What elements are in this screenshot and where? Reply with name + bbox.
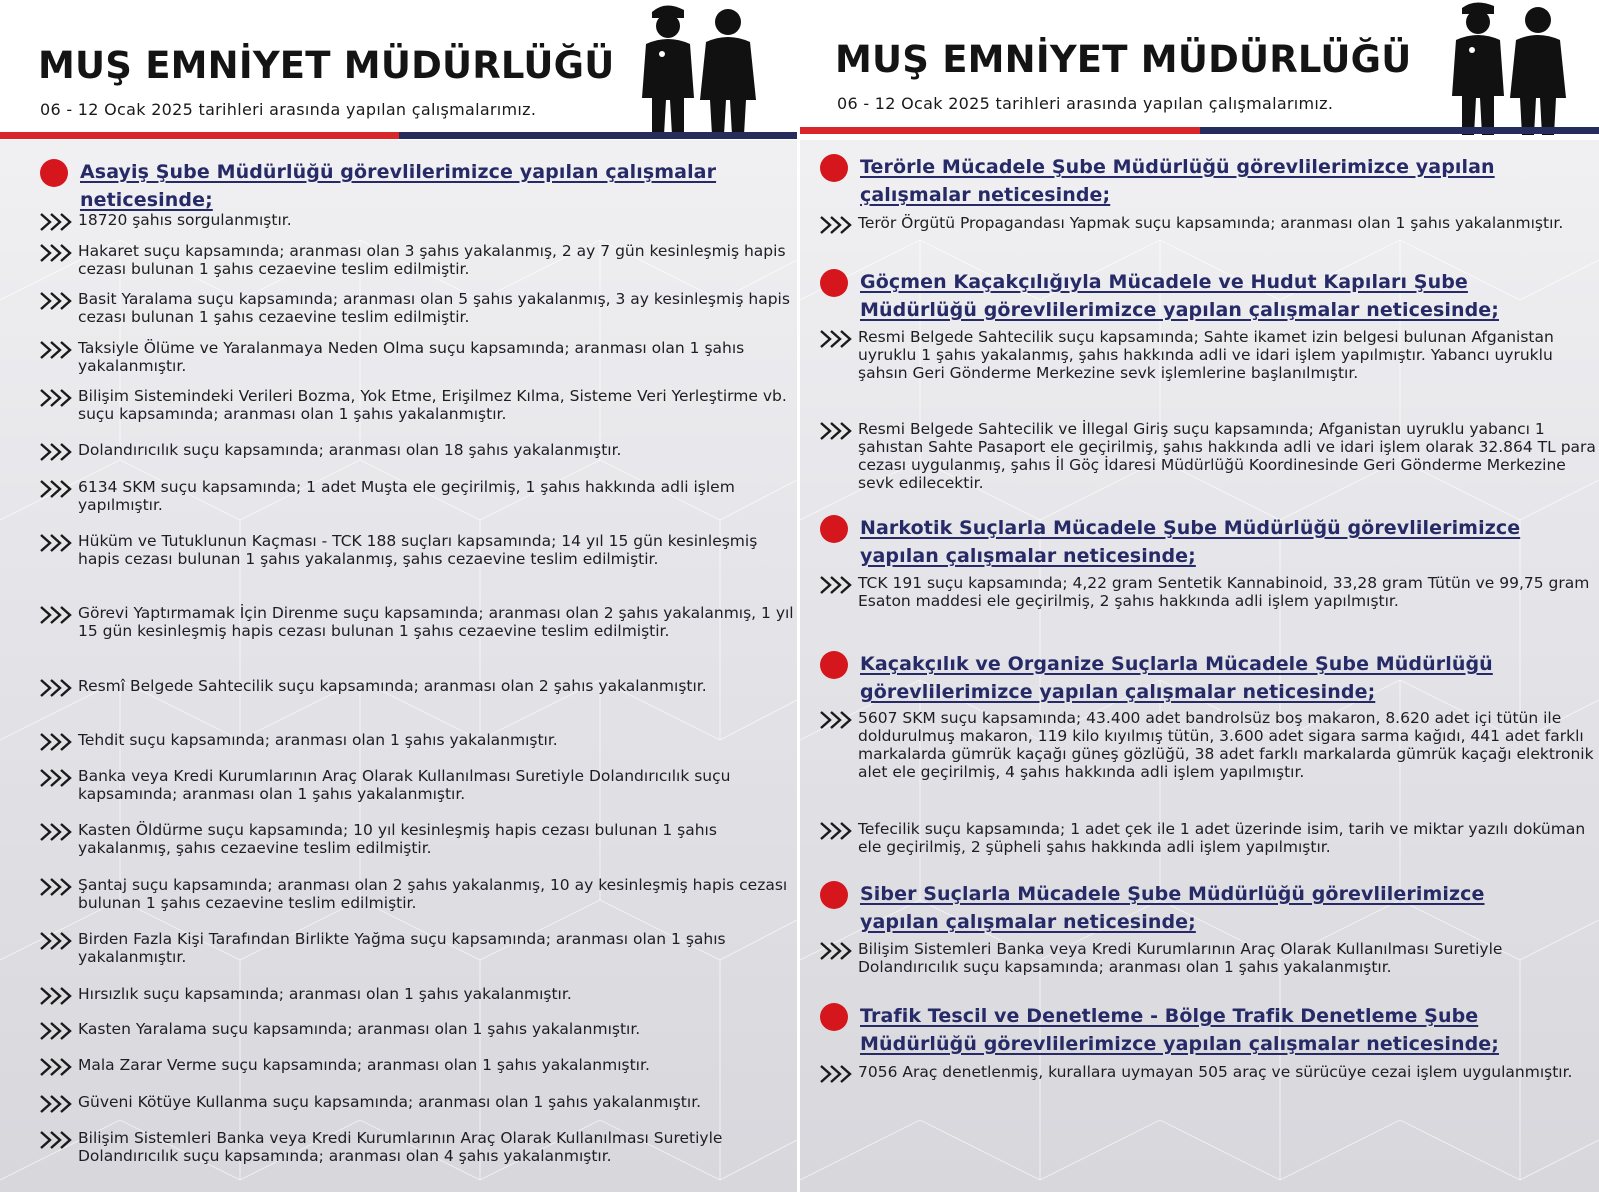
trafik-section	[820, 1002, 1560, 1058]
double-chevron-arrow-icon	[38, 478, 72, 500]
header-stripe-navy	[1200, 127, 1599, 134]
double-chevron-arrow-icon	[38, 339, 72, 361]
double-chevron-arrow-icon	[818, 420, 852, 442]
red-dot-bullet-icon	[820, 154, 848, 182]
header-stripe-red	[0, 132, 399, 139]
item-text: Kasten Öldürme suçu kapsamında; 10 yıl kesinleşmiş hapis cezası bulunan 1 şahıs yakalanmış, şahıs cezaevine teslim edilmiştir.	[78, 821, 717, 857]
list-item	[38, 821, 797, 857]
double-chevron-arrow-icon	[38, 211, 72, 233]
page-subtitle: 06 - 12 Ocak 2025 tarihleri arasında yapılan çalışmalarımız.	[837, 94, 1334, 113]
section-title: Trafik Tescil ve Denetleme - Bölge Trafik Denetleme Şube Müdürlüğü görevlilerimizce yapılan çalışmalar neticesinde;	[860, 1005, 1499, 1055]
red-dot-bullet-icon	[820, 1003, 848, 1031]
list-item	[38, 876, 797, 912]
double-chevron-arrow-icon	[38, 731, 72, 753]
page-title: MUŞ EMNİYET MÜDÜRLÜĞÜ	[835, 38, 1412, 81]
siber-section	[820, 880, 1570, 936]
double-chevron-arrow-icon	[38, 876, 72, 898]
section-title: Terörle Mücadele Şube Müdürlüğü görevlilerimizce yapılan çalışmalar neticesinde;	[860, 156, 1495, 206]
header	[800, 0, 1599, 140]
double-chevron-arrow-icon	[818, 709, 852, 731]
list-item	[38, 930, 797, 966]
list-item	[818, 709, 1598, 781]
double-chevron-arrow-icon	[818, 1063, 852, 1085]
list-item	[38, 478, 797, 514]
list-item	[818, 420, 1598, 492]
double-chevron-arrow-icon	[38, 1056, 72, 1078]
double-chevron-arrow-icon	[38, 532, 72, 554]
double-chevron-arrow-icon	[38, 767, 72, 789]
item-text: Resmi Belgede Sahtecilik suçu kapsamında; Sahte ikamet izin belgesi bulunan Afganistan uyruklu 1 şahıs yakalanmış, şahıs hakkında adli ve idari işlem yapılmıştır. Yabancı uyruklu şahsın Geri Gönderme Merkezine sevk işlemlerine başlanılmıştır.	[858, 328, 1554, 382]
section-heading	[820, 650, 1560, 706]
item-text: Şantaj suçu kapsamında; aranması olan 2 şahıs yakalanmış, 10 ay kesinleşmiş hapis cezası bulunan 1 şahıs cezaevine teslim edilmiştir.	[78, 876, 788, 912]
double-chevron-arrow-icon	[818, 820, 852, 842]
red-dot-bullet-icon	[820, 881, 848, 909]
double-chevron-arrow-icon	[818, 328, 852, 350]
double-chevron-arrow-icon	[38, 821, 72, 843]
double-chevron-arrow-icon	[38, 290, 72, 312]
red-dot-bullet-icon	[820, 515, 848, 543]
section-title: Asayiş Şube Müdürlüğü görevlilerimizce yapılan çalışmalar neticesinde;	[80, 161, 717, 211]
section-heading	[820, 1002, 1560, 1058]
list-item	[38, 731, 797, 749]
list-item	[38, 985, 797, 1003]
list-item	[38, 1093, 797, 1111]
asayis-section	[40, 158, 780, 214]
item-text: Birden Fazla Kişi Tarafından Birlikte Yağma suçu kapsamında; aranması olan 1 şahıs yakalanmıştır.	[78, 930, 726, 966]
section-heading	[820, 880, 1570, 936]
header	[0, 0, 797, 140]
item-text: Bilişim Sistemleri Banka veya Kredi Kurumlarının Araç Olarak Kullanılması Suretiyle Dolandırıcılık suçu kapsamında; aranması olan 4 şahıs yakalanmıştır.	[78, 1129, 723, 1165]
list-item	[818, 1063, 1598, 1081]
list-item	[38, 767, 797, 803]
double-chevron-arrow-icon	[38, 242, 72, 264]
list-item	[38, 387, 797, 423]
section-heading	[820, 153, 1560, 209]
list-item	[38, 1129, 797, 1165]
section-heading	[820, 514, 1560, 570]
double-chevron-arrow-icon	[38, 930, 72, 952]
list-item	[818, 214, 1598, 232]
list-item	[38, 1020, 797, 1038]
item-text: Banka veya Kredi Kurumlarının Araç Olarak Kullanılması Suretiyle Dolandırıcılık suçu kapsamında; aranması olan 1 şahıs yakalanmıştır.	[78, 767, 731, 803]
list-item	[38, 211, 797, 229]
list-item	[818, 940, 1598, 976]
item-text: Hakaret suçu kapsamında; aranması olan 3 şahıs yakalanmış, 2 ay 7 gün kesinleşmiş hapis cezası bulunan 1 şahıs cezaevine teslim edilmiştir.	[78, 242, 786, 278]
double-chevron-arrow-icon	[818, 940, 852, 962]
list-item	[818, 820, 1598, 856]
item-text: Tehdit suçu kapsamında; aranması olan 1 şahıs yakalanmıştır.	[78, 731, 558, 749]
double-chevron-arrow-icon	[38, 441, 72, 463]
list-item	[38, 441, 797, 459]
double-chevron-arrow-icon	[818, 214, 852, 236]
section-title: Kaçakçılık ve Organize Suçlarla Mücadele Şube Müdürlüğü görevlilerimizce yapılan çalışmalar neticesinde;	[860, 653, 1493, 703]
item-text: 7056 Araç denetlenmiş, kurallara uymayan 505 araç ve sürücüye cezai işlem uygulanmıştır.	[858, 1063, 1573, 1081]
section-title: Narkotik Suçlarla Mücadele Şube Müdürlüğü görevlilerimizce yapılan çalışmalar neticesinde;	[860, 517, 1521, 567]
item-text: Tefecilik suçu kapsamında; 1 adet çek ile 1 adet üzerinde isim, tarih ve miktar yazılı doküman ele geçirilmiş, 2 şüpheli şahıs hakkında adli işlem yapılmıştır.	[858, 820, 1586, 856]
item-text: Basit Yaralama suçu kapsamında; aranması olan 5 şahıs yakalanmış, 3 ay kesinleşmiş hapis cezası bulunan 1 şahıs cezaevine teslim edilmiştir.	[78, 290, 790, 326]
double-chevron-arrow-icon	[38, 1020, 72, 1042]
left-panel	[0, 0, 797, 1192]
item-text: Terör Örgütü Propagandası Yapmak suçu kapsamında; aranması olan 1 şahıs yakalanmıştır.	[858, 214, 1564, 232]
list-item	[38, 532, 797, 568]
item-text: Bilişim Sistemleri Banka veya Kredi Kurumlarının Araç Olarak Kullanılması Suretiyle Dolandırıcılık suçu kapsamında; aranması olan 1 şahıs yakalanmıştır.	[858, 940, 1503, 976]
double-chevron-arrow-icon	[38, 985, 72, 1007]
list-item	[38, 339, 797, 375]
page-subtitle: 06 - 12 Ocak 2025 tarihleri arasında yapılan çalışmalarımız.	[40, 100, 537, 119]
item-text: 5607 SKM suçu kapsamında; 43.400 adet bandrolsüz boş makaron, 8.620 adet içi tütün ile doldurulmuş makaron, 119 kilo kıyılmış tütün, 3.600 adet sigara sarma kağıdı, 441 adet farklı markalarda gümrük kaçağı güneş gözlüğü, 38 adet farklı markalarda gümrük kaçağı elektronik alet ele geçirilmiş, 4 şahıs hakkında adli işlem yapılmıştır.	[858, 709, 1594, 781]
header-stripe-navy	[399, 132, 798, 139]
item-text: Mala Zarar Verme suçu kapsamında; aranması olan 1 şahıs yakalanmıştır.	[78, 1056, 650, 1074]
police-officers-icon	[640, 0, 770, 135]
item-text: 18720 şahıs sorgulanmıştır.	[78, 211, 292, 229]
double-chevron-arrow-icon	[818, 574, 852, 596]
item-text: Taksiyle Ölüme ve Yaralanmaya Neden Olma suçu kapsamında; aranması olan 1 şahıs yakalanmıştır.	[78, 339, 745, 375]
double-chevron-arrow-icon	[38, 1129, 72, 1151]
police-officers-icon	[1450, 0, 1580, 135]
list-item	[818, 574, 1598, 610]
header-stripe-red	[800, 127, 1200, 134]
item-text: TCK 191 suçu kapsamında; 4,22 gram Sentetik Kannabinoid, 33,28 gram Tütün ve 99,75 gram Esaton maddesi ele geçirilmiş, 2 şahıs hakkında adli işlem yapılmıştır.	[858, 574, 1590, 610]
item-text: Resmî Belgede Sahtecilik suçu kapsamında; aranması olan 2 şahıs yakalanmıştır.	[78, 677, 707, 695]
item-text: 6134 SKM suçu kapsamında; 1 adet Muşta ele geçirilmiş, 1 şahıs hakkında adli işlem yapılmıştır.	[78, 478, 735, 514]
section-heading	[820, 268, 1560, 324]
kacakcilik-section	[820, 650, 1560, 706]
teror-section	[820, 153, 1560, 209]
item-text: Hırsızlık suçu kapsamında; aranması olan 1 şahıs yakalanmıştır.	[78, 985, 572, 1003]
red-dot-bullet-icon	[40, 159, 68, 187]
red-dot-bullet-icon	[820, 269, 848, 297]
page-title: MUŞ EMNİYET MÜDÜRLÜĞÜ	[38, 44, 615, 87]
section-title: Göçmen Kaçakçılığıyla Mücadele ve Hudut Kapıları Şube Müdürlüğü görevlilerimizce yapılan çalışmalar neticesinde;	[860, 271, 1499, 321]
list-item	[38, 604, 797, 640]
right-panel	[800, 0, 1599, 1192]
red-dot-bullet-icon	[820, 651, 848, 679]
list-item	[38, 290, 797, 326]
section-heading	[40, 158, 780, 214]
list-item	[38, 242, 797, 278]
narkotik-section	[820, 514, 1560, 570]
item-text: Resmi Belgede Sahtecilik ve İllegal Giriş suçu kapsamında; Afganistan uyruklu yabancı 1 şahıstan Sahte Pasaport ele geçirilmiş, şahıs hakkında adli ve idari işlem olarak 32.864 TL para cezası uygulanmış, şahıs İl Göç İdaresi Müdürlüğü Koordinesinde Geri Gönderme Merkezine sevk edilecektir.	[858, 420, 1596, 492]
double-chevron-arrow-icon	[38, 604, 72, 626]
section-title: Siber Suçlarla Mücadele Şube Müdürlüğü görevlilerimizce yapılan çalışmalar neticesinde;	[860, 883, 1485, 933]
double-chevron-arrow-icon	[38, 677, 72, 699]
item-text: Dolandırıcılık suçu kapsamında; aranması olan 18 şahıs yakalanmıştır.	[78, 441, 622, 459]
item-text: Kasten Yaralama suçu kapsamında; aranması olan 1 şahıs yakalanmıştır.	[78, 1020, 641, 1038]
double-chevron-arrow-icon	[38, 387, 72, 409]
list-item	[818, 328, 1598, 382]
list-item	[38, 677, 797, 695]
item-text: Güveni Kötüye Kullanma suçu kapsamında; aranması olan 1 şahıs yakalanmıştır.	[78, 1093, 702, 1111]
double-chevron-arrow-icon	[38, 1093, 72, 1115]
gocmen-section	[820, 268, 1560, 324]
item-text: Bilişim Sistemindeki Verileri Bozma, Yok Etme, Erişilmez Kılma, Sisteme Veri Yerleştirme vb. suçu kapsamında; aranması olan 1 şahıs yakalanmıştır.	[78, 387, 787, 423]
item-text: Görevi Yaptırmamak İçin Direnme suçu kapsamında; aranması olan 2 şahıs yakalanmış, 1 yıl 15 gün kesinleşmiş hapis cezası bulunan 1 şahıs cezaevine teslim edilmiştir.	[78, 604, 794, 640]
item-text: Hüküm ve Tutuklunun Kaçması - TCK 188 suçları kapsamında; 14 yıl 15 gün kesinleşmiş hapis cezası bulunan 1 şahıs yakalanmış, şahıs cezaevine teslim edilmiştir.	[78, 532, 758, 568]
list-item	[38, 1056, 797, 1074]
